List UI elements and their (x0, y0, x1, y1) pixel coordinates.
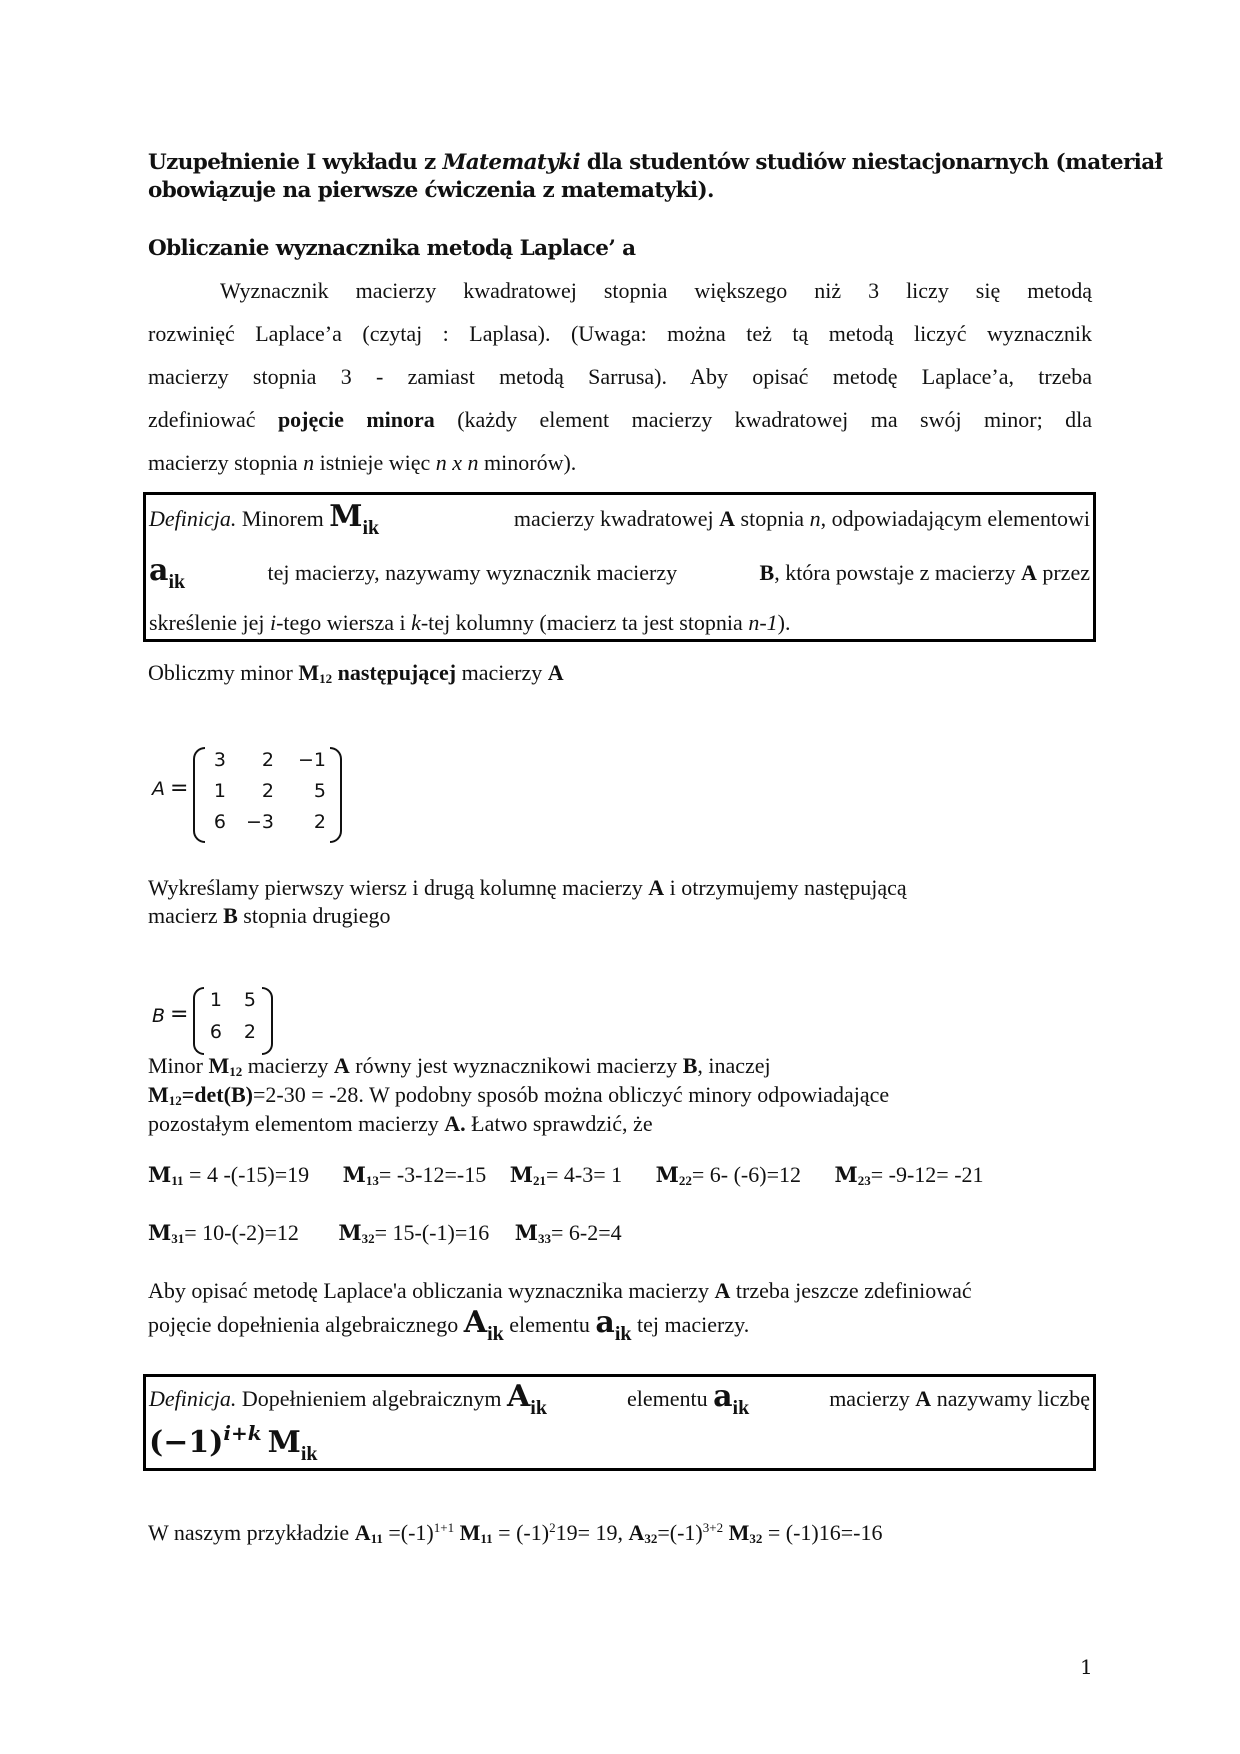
text: istnieje więc (314, 450, 436, 475)
intro-line-4 (148, 407, 1092, 433)
symbol-M: M (655, 1162, 679, 1187)
right-paren (330, 747, 342, 843)
text: ). (777, 610, 791, 635)
bold-text: następującej (332, 660, 457, 685)
intro-line-1: Wyznacznik macierzy kwadratowej stopnia większego niż 3 liczy się metodą (220, 278, 1092, 303)
matrix-cell: −3 (245, 811, 274, 833)
segment (760, 560, 1090, 586)
cofactor-formula (149, 1421, 1090, 1466)
definition-box-cofactor (143, 1374, 1096, 1471)
symbol-M: M (267, 1425, 301, 1460)
text: 19= 19, (555, 1520, 629, 1545)
var-k: k (411, 610, 421, 635)
segment (829, 1386, 1090, 1412)
section-heading: Obliczanie wyznacznika metodą Laplace’ a (148, 236, 636, 261)
symbol-M: M (338, 1220, 362, 1245)
text: skreślenie jej (149, 610, 270, 635)
exponent: 1+1 (433, 1520, 455, 1535)
expression: = 6- (-6)=12 (691, 1162, 801, 1187)
symbol-M: M (148, 1082, 169, 1107)
text: Minorem (236, 506, 330, 531)
matrix-cell: 6 (213, 811, 226, 833)
text: pojęcie dopełnienia algebraicznego (148, 1312, 464, 1337)
text: Łatwo sprawdzić, że (465, 1111, 653, 1136)
text: (każdy element macierzy kwadratowej ma swój minor; dla (434, 407, 1093, 432)
subscript: ik (487, 1323, 504, 1345)
text: tej macierzy, nazywamy wyznacznik macierzy (267, 560, 678, 585)
expression: = 10-(-2)=12 (184, 1220, 299, 1245)
symbol-A: A (719, 506, 736, 531)
minor-text-line-1 (148, 1053, 771, 1080)
symbol-A: A (463, 1305, 488, 1340)
intro-line-5 (148, 450, 1092, 476)
symbol-M: M (298, 660, 320, 685)
text: i otrzymujemy następującą (664, 875, 907, 900)
definition-label: Definicja. (149, 1386, 237, 1411)
cofactor-intro-line-2 (148, 1305, 749, 1346)
text: macierz (148, 903, 224, 928)
matrix-cell: 1 (209, 989, 222, 1011)
symbol-A: A (333, 1053, 350, 1078)
symbol-M: M (208, 1053, 230, 1078)
subscript: 32 (361, 1231, 375, 1246)
matrix-cell: 2 (313, 811, 326, 833)
text: Dopełnieniem algebraicznym (236, 1386, 507, 1411)
symbol-A: A (1020, 560, 1037, 585)
strike-row-col-text-2 (148, 903, 391, 929)
compute-minor-intro (148, 660, 564, 687)
matrix-label: B (152, 1005, 166, 1027)
segment (149, 499, 379, 540)
intro-line-2: rozwinięć Laplace’a (czytaj : Laplasa). (Uwaga: można też tą metodą liczyć wyznacznik (148, 321, 1092, 346)
subscript: 31 (171, 1231, 185, 1246)
text: stopnia drugiego (237, 903, 391, 928)
symbol-A: A (507, 1379, 531, 1414)
symbol-M: M (514, 1220, 538, 1245)
text: =(-1) (382, 1520, 434, 1545)
subscript: 11 (370, 1531, 383, 1546)
symbol-a: a (713, 1379, 733, 1414)
text: nazywamy liczbę (931, 1386, 1090, 1411)
subscript: 12 (229, 1064, 243, 1079)
symbol-a: a (595, 1305, 615, 1340)
title-italic: Matematyki (442, 150, 581, 175)
segment (514, 506, 1090, 532)
subscript: ik (362, 517, 380, 539)
subscript: ik (732, 1397, 750, 1419)
expression: = 4-3= 1 (545, 1162, 623, 1187)
intro-line-3: macierzy stopnia 3 - zamiast metodą Sarrusa). Aby opisać metodę Laplace’a, trzeba (148, 364, 1092, 389)
text: trzeba jeszcze zdefiniować (730, 1278, 972, 1303)
definition-box-minor (143, 492, 1096, 642)
symbol-B: B (759, 560, 775, 585)
expression: = -3-12=-15 (378, 1162, 487, 1187)
text: =(-1) (657, 1520, 703, 1545)
symbol-A: A (714, 1278, 731, 1303)
equals-sign: = (170, 776, 189, 801)
minor-text-line-3 (148, 1111, 653, 1137)
minor-M11 (148, 1162, 309, 1187)
symbol-M: M (148, 1162, 172, 1187)
symbol-B: B (682, 1053, 698, 1078)
text: = (-1) (492, 1520, 550, 1545)
minor-M31 (148, 1220, 299, 1245)
symbol-A: A (648, 875, 665, 900)
symbol-A: A (354, 1520, 371, 1545)
text: macierzy stopnia (148, 450, 304, 475)
symbol-A: A (915, 1386, 932, 1411)
text: , która powstaje z macierzy (774, 560, 1021, 585)
formula-base: (−1) (149, 1425, 224, 1460)
equals-sign: = (170, 1002, 189, 1027)
definition-1-line-2 (149, 553, 1090, 594)
text: tej macierzy. (631, 1312, 750, 1337)
text: Obliczmy minor (148, 660, 299, 685)
text: , inaczej (697, 1053, 771, 1078)
exponent: 2 (549, 1520, 556, 1535)
text: Aby opisać metodę Laplace'a obliczania wyznacznika macierzy (148, 1278, 715, 1303)
symbol-B: B (223, 903, 238, 928)
symbol-A: A. (444, 1111, 466, 1136)
symbol-M: M (728, 1520, 750, 1545)
matrix-B (150, 985, 290, 1057)
subscript: 32 (644, 1531, 658, 1546)
subscript: 33 (538, 1231, 551, 1246)
bold-term: pojęcie minora (277, 407, 435, 432)
symbol-M: M (459, 1520, 481, 1545)
text: macierzy kwadratowej (513, 506, 720, 531)
minors-list-row-2 (148, 1220, 622, 1247)
segment (149, 553, 185, 594)
expression: = 15-(-1)=16 (374, 1220, 490, 1245)
text: Minor (148, 1053, 209, 1078)
det-B: =det(B) (181, 1082, 253, 1107)
symbol-M: M (342, 1162, 366, 1187)
matrix-cell: 1 (213, 780, 226, 802)
text: macierzy (456, 660, 548, 685)
text: macierzy (829, 1386, 916, 1411)
minor-M32 (338, 1220, 489, 1245)
symbol-a: a (149, 553, 169, 588)
text: W naszym przykładzie (148, 1520, 355, 1545)
text: Wykreślamy pierwszy wiersz i drugą kolumnę macierzy (148, 875, 649, 900)
matrix-A (150, 745, 370, 845)
symbol-M: M (834, 1162, 858, 1187)
matrix-cell: 6 (209, 1021, 222, 1043)
expression: = 6-2=4 (551, 1220, 622, 1245)
text: = (-1)16=-16 (762, 1520, 883, 1545)
subscript: 11 (480, 1531, 493, 1546)
subscript: ik (300, 1443, 318, 1465)
matrix-label: A (152, 778, 165, 800)
var-n: n (303, 450, 315, 475)
segment (627, 1379, 749, 1420)
var-n-1: n-1 (748, 610, 778, 635)
minor-M23 (834, 1162, 983, 1187)
formula-exponent: i+k (223, 1421, 262, 1445)
matrix-cell: 2 (243, 1021, 256, 1043)
right-paren (262, 987, 273, 1055)
subscript: 23 (857, 1173, 871, 1188)
minor-text-line-2 (148, 1082, 889, 1109)
matrix-cell: 2 (261, 780, 274, 802)
matrix-cell: 5 (313, 780, 326, 802)
page-number: 1 (1080, 1655, 1093, 1679)
minor-M21 (510, 1162, 622, 1187)
subscript: 13 (365, 1173, 379, 1188)
matrix-cell: 3 (213, 749, 226, 771)
matrix-cell: 2 (261, 749, 274, 771)
text: -tej kolumny (macierz ta jest stopnia (420, 610, 749, 635)
minor-M33 (515, 1220, 622, 1245)
subscript: 21 (532, 1173, 546, 1188)
cofactor-intro-line-1 (148, 1278, 972, 1304)
document-title-line-2: obowiązuje na pierwsze ćwiczenia z matematyki). (148, 178, 714, 203)
strike-row-col-text-1 (148, 875, 907, 901)
definition-1-line-1 (149, 499, 1090, 540)
cofactor-example (148, 1520, 883, 1547)
expression: = 4 -(-15)=19 (183, 1162, 310, 1187)
segment (149, 1379, 547, 1420)
text: przez (1036, 560, 1090, 585)
symbol-M: M (148, 1220, 172, 1245)
var-nxn: n x n (435, 450, 479, 475)
minor-M13 (343, 1162, 487, 1187)
expression: = -9-12= -21 (870, 1162, 984, 1187)
text: =2-30 = -28. W podobny sposób można obliczyć minory odpowiadające (252, 1082, 890, 1107)
subscript: 11 (171, 1173, 184, 1188)
exponent: 3+2 (702, 1520, 724, 1535)
text: macierzy (242, 1053, 334, 1078)
matrix-cell: 5 (243, 989, 256, 1011)
text: zdefiniować (148, 407, 278, 432)
minor-M22 (656, 1162, 801, 1187)
definition-1-line-3 (149, 610, 1090, 636)
text: stopnia (735, 506, 810, 531)
symbol-M: M (329, 499, 363, 534)
minors-list-row-1 (148, 1162, 984, 1189)
text: pozostałym elementom macierzy (148, 1111, 445, 1136)
document-title-line-1 (148, 150, 1162, 175)
text: równy jest wyznacznikowi macierzy (349, 1053, 683, 1078)
definition-label: Definicja. (149, 506, 237, 531)
var-i: i (269, 610, 277, 635)
matrix-cell: −1 (297, 749, 326, 771)
text: elementu (503, 1312, 596, 1337)
var-n: n (809, 506, 821, 531)
subscript: ik (614, 1323, 632, 1345)
subscript: ik (168, 571, 186, 593)
text: elementu (626, 1386, 714, 1411)
title-text: Uzupełnienie I wykładu z (148, 150, 443, 175)
text: , odpowiadającym elementowi (820, 506, 1090, 531)
subscript: 12 (319, 671, 333, 686)
text: minorów). (478, 450, 577, 475)
subscript: ik (530, 1397, 547, 1419)
subscript: 22 (678, 1173, 692, 1188)
subscript: 12 (168, 1093, 182, 1108)
symbol-A: A (628, 1520, 645, 1545)
symbol-A: A (547, 660, 564, 685)
title-text: dla studentów studiów niestacjonarnych (materiał (580, 150, 1163, 175)
text: -tego wiersza i (276, 610, 412, 635)
symbol-M: M (509, 1162, 533, 1187)
subscript: 32 (749, 1531, 763, 1546)
definition-2-line-1 (149, 1379, 1090, 1420)
